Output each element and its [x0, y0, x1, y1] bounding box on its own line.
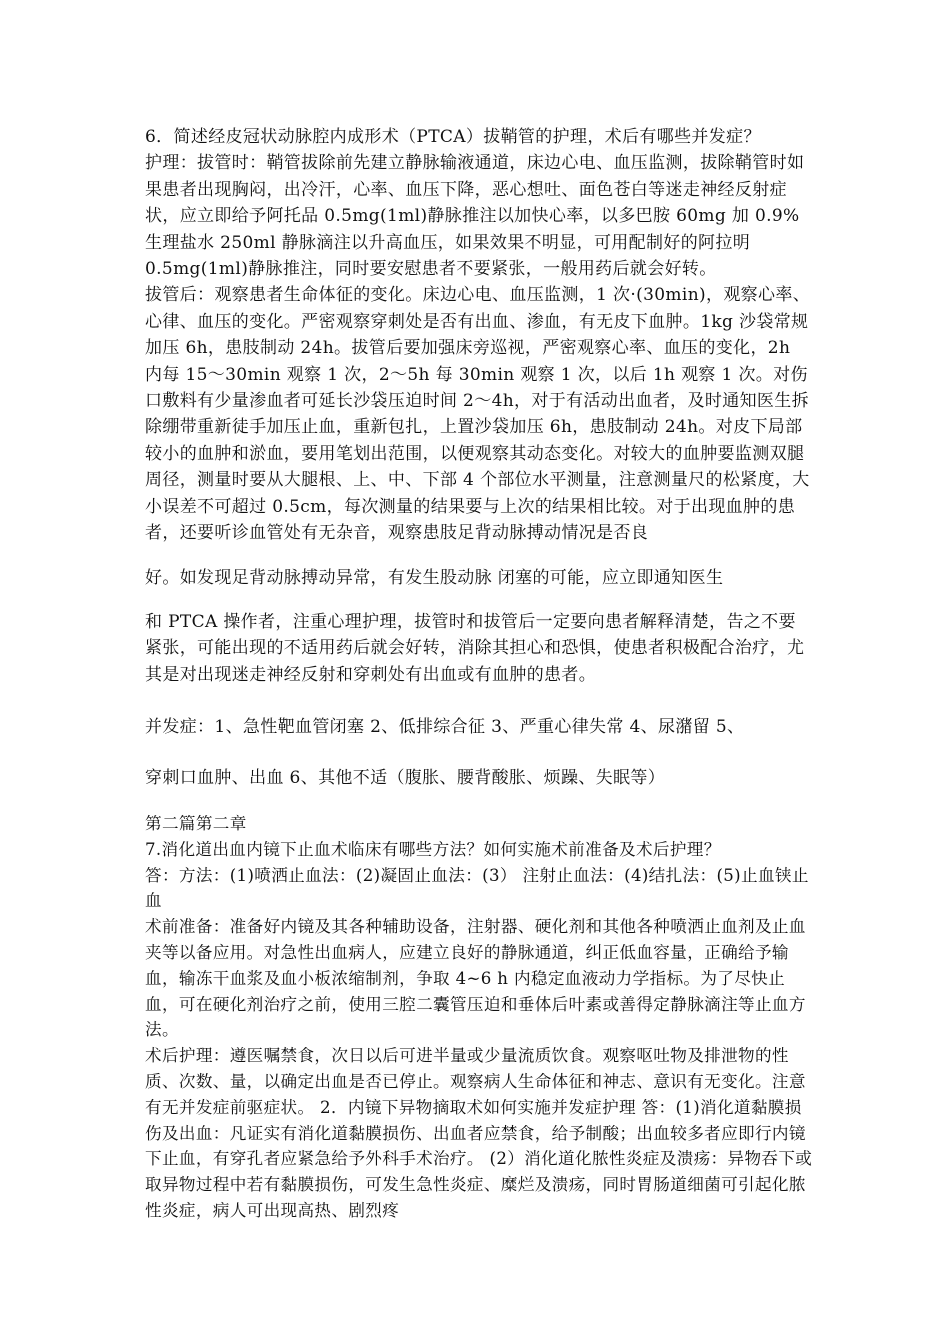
- section-endoscopy: [145, 811, 813, 1224]
- complications-line-1: 并发症：1、急性靶血管闭塞 2、低排综合征 3、严重心律失常 4、尿潴留 5、: [145, 717, 745, 738]
- question-6: 6．简述经皮冠状动脉腔内成形术（PTCA）拔鞘管的护理，术后有哪些并发症？: [145, 127, 761, 147]
- nursing-before-paragraph: 护理：拔管时：鞘管拔除前先建立静脉输液通道，床边心电、血压监测，拔除鞘管时如果患者出现胸闷，出冷汗，心率、血压下降，恶心想吐、面色苍白等迷走神经反射症状，应立即给予阿托品 0.5mg(1ml)静脉推注以加快心率，以多巴胺 60mg 加 0.9%生理盐水 250ml 静脉滴注以升高血压，如果效果不明显，可用配制好的阿拉明 0.5mg(1ml)静脉推注，同时要安慰患者不要紧张，一般用药后就会好转。: [145, 153, 805, 280]
- preop-paragraph: 术前准备：准备好内镜及其各种辅助设备，注射器、硬化剂和其他各种喷洒止血剂及止血夹等以备应用。对急性出血病人，应建立良好的静脉通道，纠正低血容量，正确给予输血，输冻干血浆及血小板浓缩制剂，争取 4~6 h 内稳定血液动力学指标。为了尽快止血，可在硬化剂治疗之前，使用三腔二囊管压迫和垂体后叶素或善得定静脉滴注等止血方法。: [145, 917, 806, 1040]
- nursing-after-paragraph: 拔管后：观察患者生命体征的变化。床边心电、血压监测，1 次·(30min)，观察心率、心律、血压的变化。严密观察穿刺处是否有出血、渗血，有无皮下血肿。1kg 沙袋常规加压 6h，患肢制动 24h。拔管后要加强床旁巡视，严密观察心率、血压的变化，2h 内每 15～30min 观察 1 次，2～5h 每 30min 观察 1 次，以后 1h 观察 1 次。对伤口敷料有少量渗血者可延长沙袋压迫时间 2～4h，对于有活动出血者，及时通知医生拆除绷带重新徒手加压止血，重新包扎，上置沙袋加压 6h，患肢制动 24h。对皮下局部较小的血肿和淤血，要用笔划出范围，以便观察其动态变化。对较大的血肿要监测双腿周径，测量时要从大腿根、上、中、下部 4 个部位水平测量，注意测量尺的松紧度，大小误差不可超过 0.5cm，每次测量的结果要与上次的结果相比较。对于出现血肿的患者，还要听诊血管处有无杂音，观察患肢足背动脉搏动情况是否良: [145, 285, 811, 544]
- nursing-after-continued-2: 和 PTCA 操作者，注重心理护理，拔管时和拔管后一定要向患者解释清楚，告之不要紧张，可能出现的不适用药后就会好转，消除其担心和恐惧，使患者积极配合治疗，尤其是对出现迷走神经反射和穿刺处有出血或有血肿的患者。: [145, 611, 805, 685]
- document-page: [145, 124, 813, 1224]
- question-7: 7.消化道出血内镜下止血术临床有哪些方法？如何实施术前准备及术后护理？: [145, 839, 721, 859]
- methods-paragraph: 答：方法：(1)喷洒止血法：(2)凝固止血法：(3） 注射止血法：(4)结扎法：(5)止血铗止血: [145, 865, 809, 911]
- section-ptca: [145, 124, 813, 791]
- nursing-after-continued-1: 好。如发现足背动脉搏动异常，有发生股动脉 闭塞的可能，应立即通知医生: [145, 567, 724, 588]
- complications-line-2: 穿刺口血肿、出血 6、其他不适（腹胀、腰背酸胀、烦躁、失眠等）: [145, 767, 666, 788]
- chapter-heading: 第二篇第二章: [145, 813, 247, 833]
- postop-paragraph: 术后护理：遵医嘱禁食，次日以后可进半量或少量流质饮食。观察呕吐物及排泄物的性质、次数、量，以确定出血是否已停止。观察病人生命体征和神志、意识有无变化。注意有无并发症前驱症状。 2．内镜下异物摘取术如何实施并发症护理 答：(1)消化道黏膜损伤及出血：凡证实有消化道黏膜损伤、出血者应禁食，给予制酸；出血较多者应即行内镜下止血，有穿孔者应紧急给予外科手术治疗。 (2）消化道化脓性炎症及溃疡：异物吞下或取异物过程中若有黏膜损伤，可发生急性炎症、糜烂及溃疡，同时胃肠道细菌可引起化脓性炎症，病人可出现高热、剧烈疼: [145, 1046, 813, 1220]
